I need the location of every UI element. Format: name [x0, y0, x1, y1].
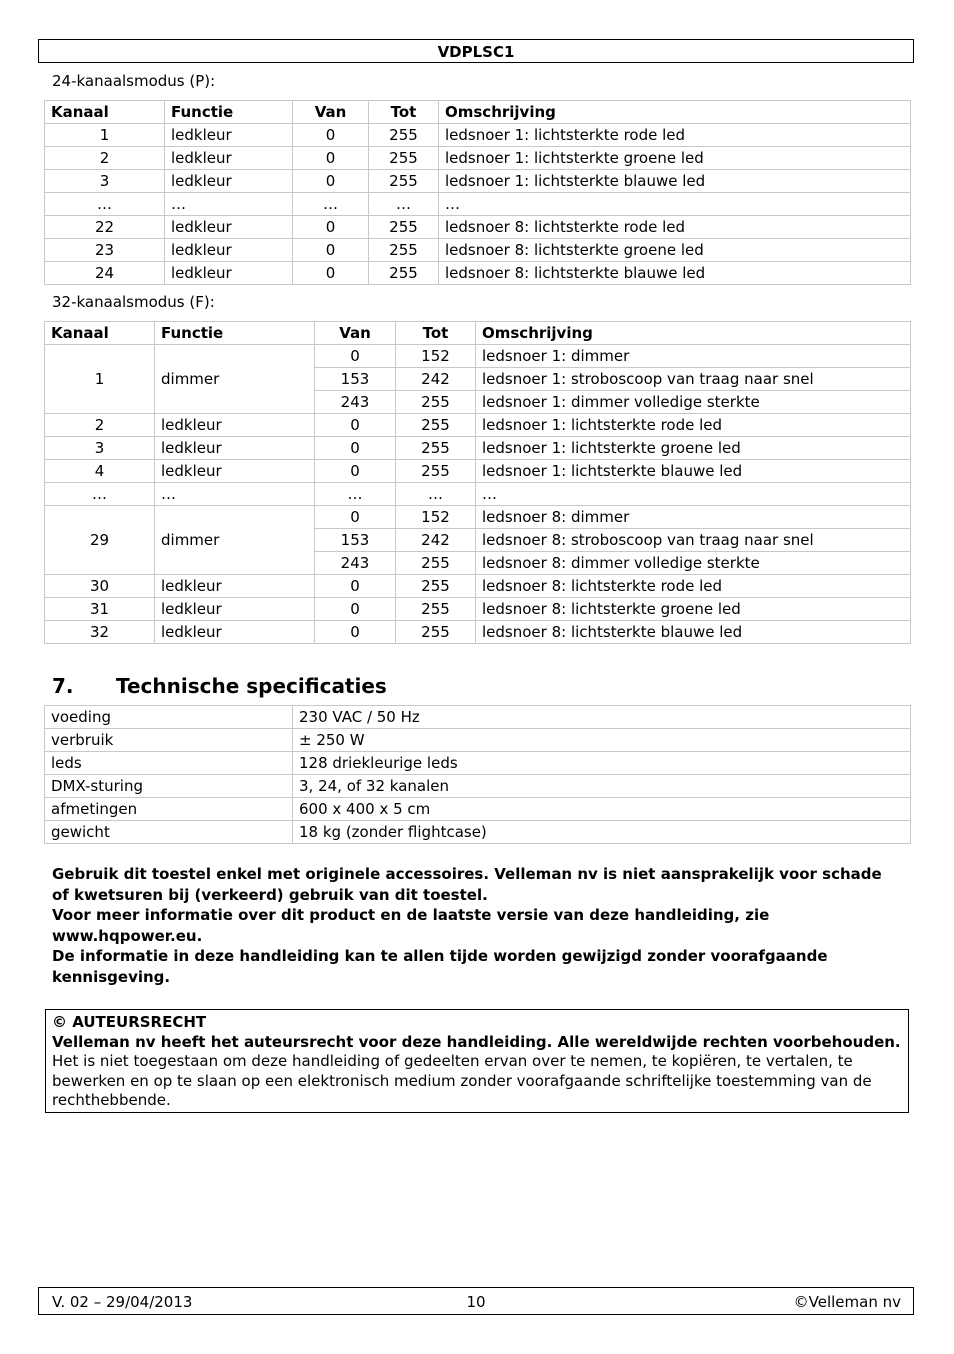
table-row [45, 506, 911, 529]
cell-value: 3, 24, of 32 kanalen [293, 775, 911, 798]
cell-kanaal: 1 [45, 124, 165, 147]
cell-van: 0 [293, 124, 369, 147]
cell-tot: 255 [396, 552, 476, 575]
cell-omschrijving: ledsnoer 8: lichtsterkte rode led [476, 575, 911, 598]
table-row [45, 193, 911, 216]
cell-functie: ledkleur [165, 124, 293, 147]
table-row [45, 414, 911, 437]
cell-omschrijving: ledsnoer 8: dimmer volledige sterkte [476, 552, 911, 575]
col-header-tot: Tot [369, 101, 439, 124]
cell-kanaal: 29 [45, 506, 155, 575]
table-32-channel [44, 321, 911, 644]
spec-row [45, 729, 911, 752]
note-changes: De informatie in deze handleiding kan te allen tijde worden gewijzigd zonder voorafgaande kennisgeving. [52, 947, 828, 986]
spec-row [45, 775, 911, 798]
table-row [45, 124, 911, 147]
table-row [45, 575, 911, 598]
cell-tot: 255 [396, 621, 476, 644]
cell-value: 230 VAC / 50 Hz [293, 706, 911, 729]
table-row [45, 598, 911, 621]
cell-functie: dimmer [155, 345, 315, 414]
table32-body-a [45, 414, 911, 506]
cell-tot: 255 [369, 124, 439, 147]
cell-kanaal: 23 [45, 239, 165, 262]
cell-omschrijving: ledsnoer 8: lichtsterkte groene led [476, 598, 911, 621]
table-header-row [45, 101, 911, 124]
section-heading [52, 674, 387, 698]
cell-kanaal: 3 [45, 437, 155, 460]
cell-functie: ledkleur [165, 170, 293, 193]
spec-row [45, 821, 911, 844]
document-footer [38, 1287, 914, 1315]
col-header-tot: Tot [396, 322, 476, 345]
table24-caption: 24-kanaalsmodus (P): [52, 72, 216, 90]
cell-value: 18 kg (zonder flightcase) [293, 821, 911, 844]
cell-omschrijving: ledsnoer 1: dimmer [476, 345, 911, 368]
copyright-box [45, 1009, 909, 1113]
cell-omschrijving: ledsnoer 1: lichtsterkte rode led [439, 124, 911, 147]
cell-omschrijving: ledsnoer 8: stroboscoop van traag naar snel [476, 529, 911, 552]
cell-kanaal: … [45, 483, 155, 506]
cell-functie: … [165, 193, 293, 216]
col-header-kanaal: Kanaal [45, 322, 155, 345]
cell-functie: ledkleur [155, 460, 315, 483]
cell-functie: ledkleur [165, 216, 293, 239]
table32-caption: 32-kanaalsmodus (F): [52, 293, 215, 311]
document-header [38, 39, 914, 63]
cell-omschrijving: ledsnoer 1: stroboscoop van traag naar snel [476, 368, 911, 391]
cell-functie: ledkleur [155, 621, 315, 644]
spec-row [45, 706, 911, 729]
cell-omschrijving: ledsnoer 8: lichtsterkte blauwe led [476, 621, 911, 644]
table32-body-b [45, 575, 911, 644]
cell-tot: 255 [369, 262, 439, 285]
cell-van: 0 [293, 147, 369, 170]
col-header-omschrijving: Omschrijving [476, 322, 911, 345]
col-header-functie: Functie [165, 101, 293, 124]
cell-van: 0 [315, 345, 396, 368]
cell-functie: ledkleur [155, 437, 315, 460]
table-row [45, 345, 911, 368]
col-header-omschrijving: Omschrijving [439, 101, 911, 124]
cell-functie: dimmer [155, 506, 315, 575]
cell-van: 0 [315, 460, 396, 483]
cell-omschrijving: ledsnoer 8: lichtsterkte rode led [439, 216, 911, 239]
footer-page-number: 10 [466, 1293, 486, 1311]
cell-kanaal: 3 [45, 170, 165, 193]
cell-tot: 255 [369, 170, 439, 193]
copyright-bold-text: Velleman nv heeft het auteursrecht voor deze handleiding. Alle wereldwijde rechten voorbehouden. [52, 1032, 901, 1051]
note-accessories: Gebruik dit toestel enkel met originele accessoires. Velleman nv is niet aansprakelijk voor schade of kwetsuren bij (verkeerd) gebruik van dit toestel. [52, 865, 882, 904]
cell-omschrijving: ledsnoer 8: lichtsterkte groene led [439, 239, 911, 262]
table24-body [45, 124, 911, 285]
cell-functie: ledkleur [165, 239, 293, 262]
cell-omschrijving: ledsnoer 1: lichtsterkte groene led [439, 147, 911, 170]
cell-tot: 242 [396, 368, 476, 391]
table-24-channel [44, 100, 911, 285]
cell-label: DMX-sturing [45, 775, 293, 798]
cell-van: 153 [315, 368, 396, 391]
cell-tot: 255 [396, 598, 476, 621]
table-row [45, 621, 911, 644]
specs-table [44, 705, 911, 844]
cell-tot: 255 [396, 460, 476, 483]
cell-functie: ledkleur [165, 262, 293, 285]
cell-tot: 152 [396, 506, 476, 529]
cell-van: … [315, 483, 396, 506]
cell-van: 243 [315, 552, 396, 575]
cell-van: 243 [315, 391, 396, 414]
section-number: 7. [52, 674, 74, 698]
cell-functie: ledkleur [165, 147, 293, 170]
section-title: Technische specificaties [116, 674, 387, 698]
cell-van: 0 [315, 437, 396, 460]
table-row [45, 147, 911, 170]
col-header-kanaal: Kanaal [45, 101, 165, 124]
cell-omschrijving: … [476, 483, 911, 506]
cell-kanaal: 2 [45, 414, 155, 437]
cell-van: 0 [315, 575, 396, 598]
cell-kanaal: 32 [45, 621, 155, 644]
table-row [45, 460, 911, 483]
cell-kanaal: 1 [45, 345, 155, 414]
cell-omschrijving: ledsnoer 8: lichtsterkte blauwe led [439, 262, 911, 285]
cell-tot: 255 [369, 216, 439, 239]
table-row [45, 170, 911, 193]
col-header-van: Van [293, 101, 369, 124]
cell-value: ± 250 W [293, 729, 911, 752]
col-header-functie: Functie [155, 322, 315, 345]
col-header-van: Van [315, 322, 396, 345]
model-title: VDPLSC1 [437, 43, 515, 61]
notes-block [52, 864, 882, 987]
cell-kanaal: 30 [45, 575, 155, 598]
cell-tot: … [396, 483, 476, 506]
cell-functie: ledkleur [155, 414, 315, 437]
cell-kanaal: 31 [45, 598, 155, 621]
copyright-text: Het is niet toegestaan om deze handleiding of gedeelten ervan over te nemen, te kopiëren, te vertalen, te bewerken en op te slaan op een elektronisch medium zonder voorafgaande schriftelijke toestemming van de rechthebbende. [52, 1052, 872, 1109]
cell-van: … [293, 193, 369, 216]
cell-tot: … [369, 193, 439, 216]
cell-van: 0 [315, 621, 396, 644]
cell-kanaal: 24 [45, 262, 165, 285]
cell-tot: 255 [396, 414, 476, 437]
cell-omschrijving: ledsnoer 8: dimmer [476, 506, 911, 529]
cell-label: leds [45, 752, 293, 775]
cell-kanaal: 2 [45, 147, 165, 170]
cell-van: 153 [315, 529, 396, 552]
cell-van: 0 [293, 262, 369, 285]
footer-version: V. 02 – 29/04/2013 [52, 1293, 193, 1311]
cell-functie: ledkleur [155, 575, 315, 598]
cell-tot: 255 [396, 391, 476, 414]
table-row [45, 239, 911, 262]
cell-van: 0 [315, 598, 396, 621]
cell-van: 0 [315, 506, 396, 529]
cell-value: 128 driekleurige leds [293, 752, 911, 775]
cell-label: voeding [45, 706, 293, 729]
cell-van: 0 [293, 239, 369, 262]
cell-tot: 255 [396, 575, 476, 598]
table-header-row [45, 322, 911, 345]
cell-tot: 242 [396, 529, 476, 552]
note-more-info: Voor meer informatie over dit product en de laatste versie van deze handleiding, zie www.hqpower.eu. [52, 906, 770, 945]
cell-tot: 152 [396, 345, 476, 368]
cell-tot: 255 [369, 147, 439, 170]
cell-tot: 255 [396, 437, 476, 460]
cell-kanaal: 4 [45, 460, 155, 483]
cell-omschrijving: … [439, 193, 911, 216]
cell-functie: ledkleur [155, 598, 315, 621]
cell-value: 600 x 400 x 5 cm [293, 798, 911, 821]
cell-omschrijving: ledsnoer 1: lichtsterkte blauwe led [476, 460, 911, 483]
spec-row [45, 798, 911, 821]
cell-label: verbruik [45, 729, 293, 752]
cell-omschrijving: ledsnoer 1: lichtsterkte rode led [476, 414, 911, 437]
cell-kanaal: … [45, 193, 165, 216]
cell-functie: … [155, 483, 315, 506]
cell-van: 0 [315, 414, 396, 437]
table-row [45, 437, 911, 460]
footer-copyright: ©Velleman nv [793, 1293, 901, 1311]
cell-van: 0 [293, 170, 369, 193]
cell-label: afmetingen [45, 798, 293, 821]
specs-body [45, 706, 911, 844]
table-row [45, 216, 911, 239]
cell-label: gewicht [45, 821, 293, 844]
cell-van: 0 [293, 216, 369, 239]
cell-kanaal: 22 [45, 216, 165, 239]
cell-omschrijving: ledsnoer 1: dimmer volledige sterkte [476, 391, 911, 414]
cell-omschrijving: ledsnoer 1: lichtsterkte groene led [476, 437, 911, 460]
copyright-title: © AUTEURSRECHT [52, 1013, 207, 1031]
table-row [45, 483, 911, 506]
table-row [45, 262, 911, 285]
cell-tot: 255 [369, 239, 439, 262]
cell-omschrijving: ledsnoer 1: lichtsterkte blauwe led [439, 170, 911, 193]
spec-row [45, 752, 911, 775]
